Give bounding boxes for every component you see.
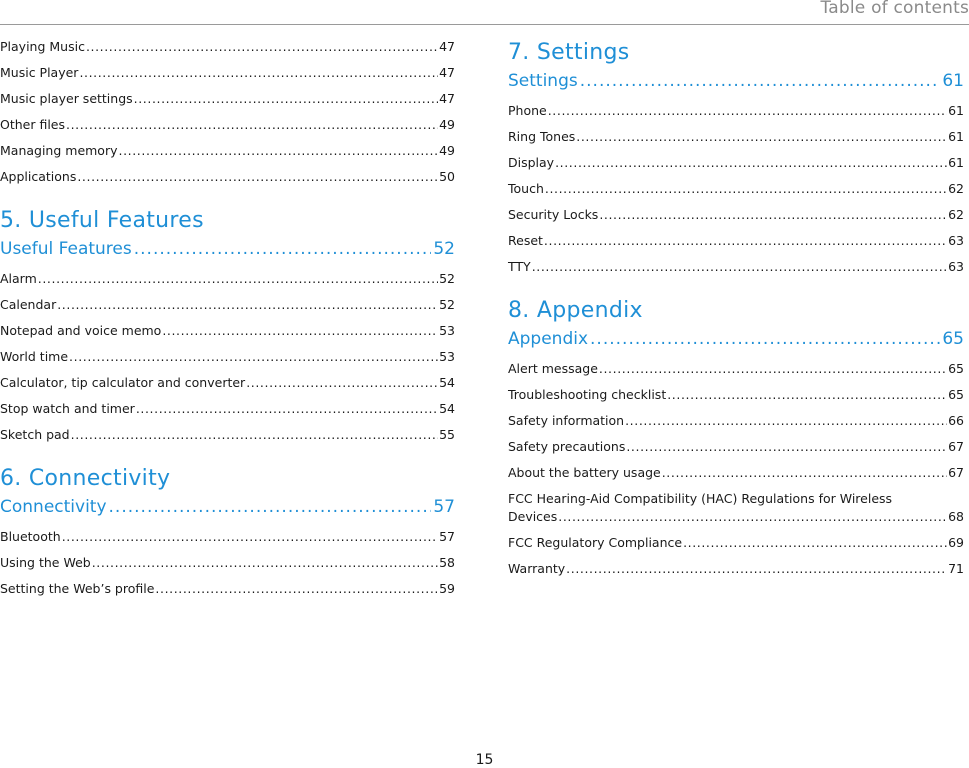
- toc-entry-page: 50: [439, 169, 455, 184]
- leader-dots: [667, 386, 947, 404]
- toc-entry-page: 66: [948, 413, 964, 428]
- toc-entry[interactable]: [0, 142, 455, 168]
- toc-entry-label: Phone: [508, 103, 547, 118]
- toc-entry-page: 62: [948, 207, 964, 222]
- toc-entry-page: 61: [948, 103, 964, 118]
- section-title-appendix: 8. Appendix: [508, 298, 643, 323]
- toc-entry[interactable]: [508, 180, 964, 206]
- toc-entry[interactable]: [508, 154, 964, 180]
- section6-entries: [0, 528, 455, 606]
- subheading-label: Appendix: [508, 329, 589, 349]
- section-title-useful-features: 5. Useful Features: [0, 208, 204, 233]
- toc-entry-label: Managing memory: [0, 143, 118, 158]
- subheading-label: Settings: [508, 71, 578, 91]
- toc-entry-label: Setting the Web’s profile: [0, 581, 155, 596]
- intro-entries: [0, 38, 455, 194]
- toc-entry[interactable]: [0, 348, 455, 374]
- toc-entry-label: Troubleshooting checklist: [508, 387, 667, 402]
- header-rule: [0, 24, 969, 25]
- toc-entry-page: 65: [948, 361, 964, 376]
- toc-entry-page: 63: [948, 233, 964, 248]
- toc-entry-label: Other files: [0, 117, 66, 132]
- toc-entry-page: 53: [439, 323, 455, 338]
- toc-entry-label: World time: [0, 349, 69, 364]
- toc-entry-page: 58: [439, 555, 455, 570]
- toc-entry[interactable]: [508, 412, 964, 438]
- toc-entry-label: Playing Music: [0, 39, 85, 54]
- toc-entry-page: 52: [439, 271, 455, 286]
- toc-entry[interactable]: [508, 386, 964, 412]
- leader-dots: [625, 412, 947, 430]
- toc-entry-label: Alarm: [0, 271, 37, 286]
- toc-entry-page: 47: [439, 65, 455, 80]
- leader-dots: [558, 508, 947, 526]
- toc-entry[interactable]: [508, 438, 964, 464]
- toc-entry[interactable]: [508, 464, 964, 490]
- toc-entry-page: 61: [948, 155, 964, 170]
- subheading-label: Useful Features: [0, 239, 132, 259]
- section-title-connectivity: 6. Connectivity: [0, 466, 171, 491]
- leader-dots: [544, 232, 947, 250]
- toc-entry-page: 49: [439, 143, 455, 158]
- toc-entry-label: Calculator, tip calculator and converter: [0, 375, 246, 390]
- toc-entry-page: 47: [439, 39, 455, 54]
- toc-entry-label: Touch: [508, 181, 544, 196]
- toc-entry[interactable]: [0, 168, 455, 194]
- toc-entry-label-line1: FCC Hearing-Aid Compatibility (HAC) Regulations for Wireless: [508, 491, 893, 506]
- leader-dots: [77, 168, 438, 186]
- toc-entry-page: 67: [948, 465, 964, 480]
- leader-dots: [162, 322, 438, 340]
- page-number: 15: [475, 752, 494, 768]
- toc-entry[interactable]: [508, 206, 964, 232]
- leader-dots: [155, 580, 438, 598]
- toc-entry-page: 67: [948, 439, 964, 454]
- toc-entry-fcc-hac[interactable]: [508, 490, 964, 526]
- leader-dots: [62, 528, 438, 546]
- section7-entries: [508, 102, 964, 284]
- toc-entry-line2: [508, 508, 964, 526]
- toc-entry-page: 65: [948, 387, 964, 402]
- toc-entry[interactable]: [508, 360, 964, 386]
- toc-entry-label: Ring Tones: [508, 129, 576, 144]
- toc-entry[interactable]: [508, 258, 964, 284]
- toc-entry[interactable]: [0, 426, 455, 452]
- toc-entry[interactable]: [0, 322, 455, 348]
- toc-entry-label: About the battery usage: [508, 465, 661, 480]
- toc-entry-label: Warranty: [508, 561, 566, 576]
- toc-entry-page: 54: [439, 401, 455, 416]
- leader-dots: [79, 64, 438, 82]
- toc-entry-page: 68: [948, 509, 964, 524]
- toc-entry-page: 55: [439, 427, 455, 442]
- toc-entry[interactable]: [0, 38, 455, 64]
- toc-entry[interactable]: [508, 560, 964, 586]
- toc-entry-page: 49: [439, 117, 455, 132]
- toc-entry[interactable]: [0, 270, 455, 296]
- toc-entry-label: Bluetooth: [0, 529, 61, 544]
- leader-dots: [134, 236, 432, 262]
- toc-entry[interactable]: [0, 64, 455, 90]
- left-column: [0, 38, 455, 606]
- toc-entry[interactable]: [0, 554, 455, 580]
- leader-dots: [69, 348, 438, 366]
- toc-entry-label: Calendar: [0, 297, 57, 312]
- toc-entry-page: 57: [439, 529, 455, 544]
- leader-dots: [548, 102, 947, 120]
- header-title: Table of contents: [820, 0, 969, 18]
- toc-entry-page: 61: [948, 129, 964, 144]
- toc-subheading-useful-features[interactable]: [0, 236, 455, 268]
- section8-entries: [508, 360, 964, 490]
- section8-entries-after: [508, 534, 964, 586]
- leader-dots: [92, 554, 438, 572]
- toc-entry-page: 71: [948, 561, 964, 576]
- leader-dots: [86, 38, 438, 56]
- leader-dots: [545, 180, 947, 198]
- toc-entry-label: Using the Web: [0, 555, 91, 570]
- toc-entry-page: 62: [948, 181, 964, 196]
- leader-dots: [532, 258, 947, 276]
- toc-entry[interactable]: [508, 534, 964, 560]
- toc-entry-label: FCC Regulatory Compliance: [508, 535, 683, 550]
- toc-entry-label-line2: Devices: [508, 509, 558, 524]
- leader-dots: [38, 270, 438, 288]
- toc-entry-label: Security Locks: [508, 207, 599, 222]
- leader-dots: [566, 560, 947, 578]
- toc-entry-label: Applications: [0, 169, 77, 184]
- toc-entry-label: Music player settings: [0, 91, 133, 106]
- subheading-page: 52: [433, 239, 455, 259]
- subheading-page: 61: [942, 71, 964, 91]
- subheading-page: 57: [433, 497, 455, 517]
- leader-dots: [580, 68, 941, 94]
- toc-entry[interactable]: [0, 580, 455, 606]
- leader-dots: [109, 494, 432, 520]
- leader-dots: [136, 400, 438, 418]
- toc-entry-page: 52: [439, 297, 455, 312]
- leader-dots: [590, 326, 940, 352]
- leader-dots: [626, 438, 947, 456]
- toc-subheading-connectivity[interactable]: [0, 494, 455, 526]
- toc-entry-label: Reset: [508, 233, 543, 248]
- toc-entry[interactable]: [508, 232, 964, 258]
- toc-entry[interactable]: [0, 90, 455, 116]
- leader-dots: [683, 534, 947, 552]
- toc-subheading-settings[interactable]: [508, 68, 964, 100]
- leader-dots: [555, 154, 947, 172]
- toc-entry-label: Music Player: [0, 65, 79, 80]
- subheading-page: 65: [942, 329, 964, 349]
- toc-entry[interactable]: [508, 102, 964, 128]
- toc-entry-label: Stop watch and timer: [0, 401, 135, 416]
- toc-entry[interactable]: [0, 528, 455, 554]
- toc-entry-page: 69: [948, 535, 964, 550]
- toc-entry[interactable]: [0, 400, 455, 426]
- toc-subheading-appendix[interactable]: [508, 326, 964, 358]
- toc-entry[interactable]: [508, 128, 964, 154]
- toc-entry[interactable]: [0, 116, 455, 142]
- subheading-label: Connectivity: [0, 497, 107, 517]
- section5-entries: [0, 270, 455, 452]
- toc-entry-page: 54: [439, 375, 455, 390]
- toc-entry-label: Notepad and voice memo: [0, 323, 162, 338]
- toc-entry-label: TTY: [508, 259, 531, 274]
- leader-dots: [57, 296, 438, 314]
- leader-dots: [134, 90, 438, 108]
- right-column: [508, 38, 964, 586]
- toc-entry[interactable]: [0, 296, 455, 322]
- toc-entry-label: Safety information: [508, 413, 625, 428]
- toc-entry-label: Sketch pad: [0, 427, 70, 442]
- toc-entry-page: 59: [439, 581, 455, 596]
- section-title-settings: 7. Settings: [508, 40, 630, 65]
- toc-entry[interactable]: [0, 374, 455, 400]
- leader-dots: [246, 374, 438, 392]
- leader-dots: [119, 142, 439, 160]
- toc-entry-page: 47: [439, 91, 455, 106]
- toc-entry-page: 53: [439, 349, 455, 364]
- leader-dots: [662, 464, 947, 482]
- toc-entry-label: Safety precautions: [508, 439, 626, 454]
- leader-dots: [599, 206, 947, 224]
- leader-dots: [66, 116, 438, 134]
- toc-entry-page: 63: [948, 259, 964, 274]
- leader-dots: [599, 360, 947, 378]
- leader-dots: [576, 128, 947, 146]
- toc-entry-label: Alert message: [508, 361, 598, 376]
- leader-dots: [71, 426, 438, 444]
- toc-entry-label: Display: [508, 155, 555, 170]
